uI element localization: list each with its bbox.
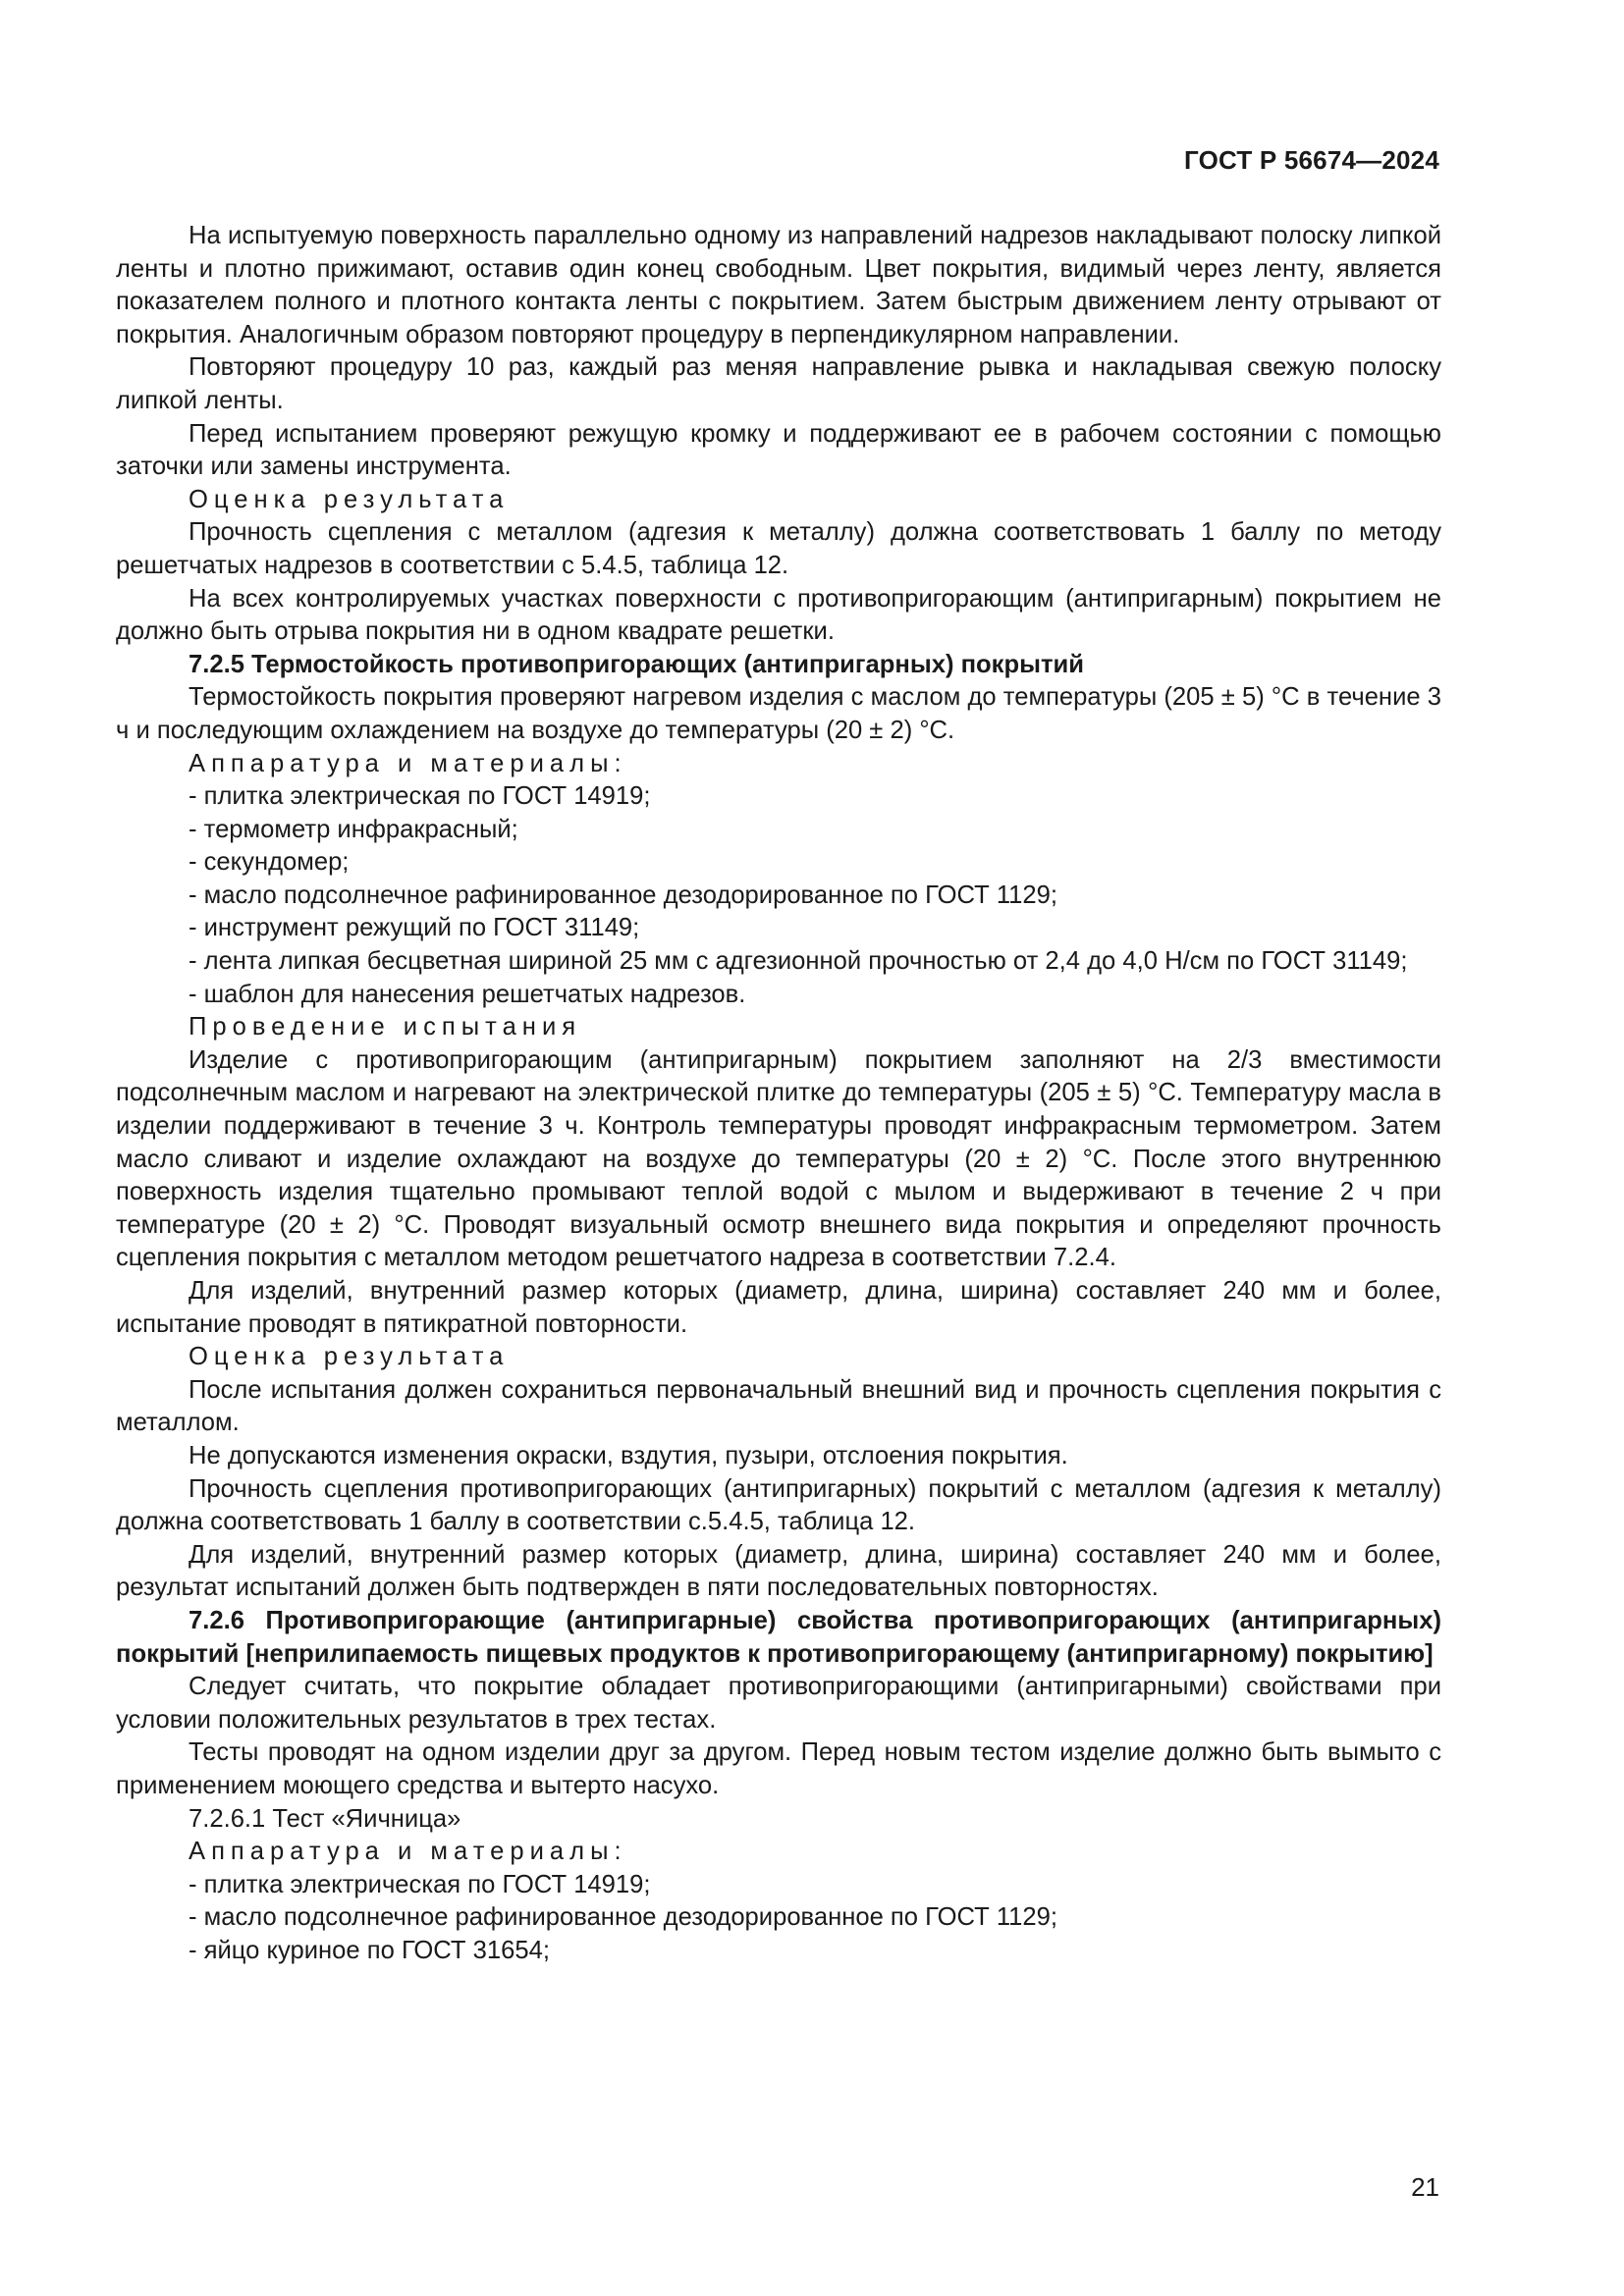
list-item: - секундомер; bbox=[189, 848, 350, 877]
body-paragraph: 7.2.6.1 Тест «Яичница» bbox=[189, 1804, 461, 1833]
document-body bbox=[116, 220, 1441, 1967]
subsection-label: Аппаратура и материалы: bbox=[189, 749, 627, 777]
list-item: - масло подсолнечное рафинированное дезодорированное по ГОСТ 1129; bbox=[189, 881, 1057, 909]
body-paragraph: Для изделий, внутренний размер которых (диаметр, длина, ширина) составляет 240 мм и более, испытание проводят в пятикратной повторности. bbox=[116, 1277, 1441, 1338]
body-paragraph: На всех контролируемых участках поверхности с противопригорающим (антипригарным) покрытием не должно быть отрыва покрытия ни в одном квадрате решетки. bbox=[116, 584, 1441, 646]
section-heading: 7.2.5 Термостойкость противопригорающих (антипригарных) покрытий bbox=[189, 650, 1084, 678]
subsection-label: Аппаратура и материалы: bbox=[189, 1838, 627, 1866]
body-paragraph: Перед испытанием проверяют режущую кромку и поддерживают ее в рабочем состоянии с помощью заточки или замены инструмента. bbox=[116, 419, 1441, 481]
list-item: - масло подсолнечное рафинированное дезодорированное по ГОСТ 1129; bbox=[189, 1903, 1057, 1932]
list-item: - лента липкая бесцветная шириной 25 мм с адгезионной прочностью от 2,4 до 4,0 Н/см по ГОСТ 31149; bbox=[189, 947, 1408, 976]
body-paragraph: Тесты проводят на одном изделии друг за другом. Перед новым тестом изделие должно быть вымыто с применением моющего средства и вытерто насухо. bbox=[116, 1738, 1441, 1799]
body-paragraph: Не допускаются изменения окраски, вздутия, пузыри, отслоения покрытия. bbox=[189, 1441, 1068, 1469]
list-item: - плитка электрическая по ГОСТ 14919; bbox=[189, 1870, 651, 1898]
subsection-label: Оценка результата bbox=[189, 485, 510, 513]
list-item: - инструмент режущий по ГОСТ 31149; bbox=[189, 914, 640, 942]
list-item: - термометр инфракрасный; bbox=[189, 815, 518, 843]
subsection-label: Оценка результата bbox=[189, 1343, 510, 1371]
section-heading: 7.2.6 Противопригорающие (антипригарные) свойства противопригорающих (антипригарных) покрытий [неприлипаемость пищевых продуктов к противопригорающему (антипригарному) покрытию] bbox=[116, 1606, 1441, 1668]
body-paragraph: На испытуемую поверхность параллельно одному из направлений надрезов накладывают полоску липкой ленты и плотно прижимают, оставив один конец свободным. Цвет покрытия, видимый через ленту, является показателем полного и плотного контакта ленты с покрытием. Затем быстрым движением ленту отрывают от покрытия. Аналогичным образом повторяют процедуру в перпендикулярном направлении. bbox=[116, 222, 1441, 348]
document-header: ГОСТ Р 56674—2024 bbox=[1184, 145, 1439, 175]
list-item: - плитка электрическая по ГОСТ 14919; bbox=[189, 782, 651, 811]
body-paragraph: Прочность сцепления противопригорающих (антипригарных) покрытий с металлом (адгезия к металлу) должна соответствовать 1 баллу в соответствии с.5.4.5, таблица 12. bbox=[116, 1474, 1441, 1536]
body-paragraph: Повторяют процедуру 10 раз, каждый раз меняя направление рывка и накладывая свежую полоску липкой ленты. bbox=[116, 353, 1441, 414]
body-paragraph: После испытания должен сохраниться первоначальный внешний вид и прочность сцепления покрытия с металлом. bbox=[116, 1375, 1441, 1437]
body-paragraph: Прочность сцепления с металлом (адгезия к металлу) должна соответствовать 1 баллу по методу решетчатых надрезов в соответствии с 5.4.5, таблица 12. bbox=[116, 518, 1441, 579]
list-item: - яйцо куриное по ГОСТ 31654; bbox=[189, 1936, 550, 1964]
body-paragraph: Следует считать, что покрытие обладает противопригорающими (антипригарными) свойствами при условии положительных результатов в трех тестах. bbox=[116, 1673, 1441, 1734]
page-number: 21 bbox=[1411, 2172, 1439, 2202]
subsection-label: Проведение испытания bbox=[189, 1013, 582, 1041]
body-paragraph: Для изделий, внутренний размер которых (диаметр, длина, ширина) составляет 240 мм и более, результат испытаний должен быть подтвержден в пяти последовательных повторностях. bbox=[116, 1540, 1441, 1602]
list-item: - шаблон для нанесения решетчатых надрезов. bbox=[189, 980, 746, 1008]
body-paragraph: Термостойкость покрытия проверяют нагревом изделия с маслом до температуры (205 ± 5) °С в течение 3 ч и последующим охлаждением на воздухе до температуры (20 ± 2) °С. bbox=[116, 683, 1441, 744]
body-paragraph: Изделие с противопригорающим (антипригарным) покрытием заполняют на 2/3 вместимости подсолнечным маслом и нагревают на электрической плитке до температуры (205 ± 5) °С. Температуру масла в изделии поддерживают в течение 3 ч. Контроль температуры проводят инфракрасным термометром. Затем масло сливают и изделие охлаждают на воздухе до температуры (20 ± 2) °С. После этого внутреннюю поверхность изделия тщательно промывают теплой водой с мылом и выдерживают в течение 2 ч при температуре (20 ± 2) °С. Проводят визуальный осмотр внешнего вида покрытия и определяют прочность сцепления покрытия с металлом методом решетчатого надреза в соответствии 7.2.4. bbox=[116, 1045, 1441, 1272]
